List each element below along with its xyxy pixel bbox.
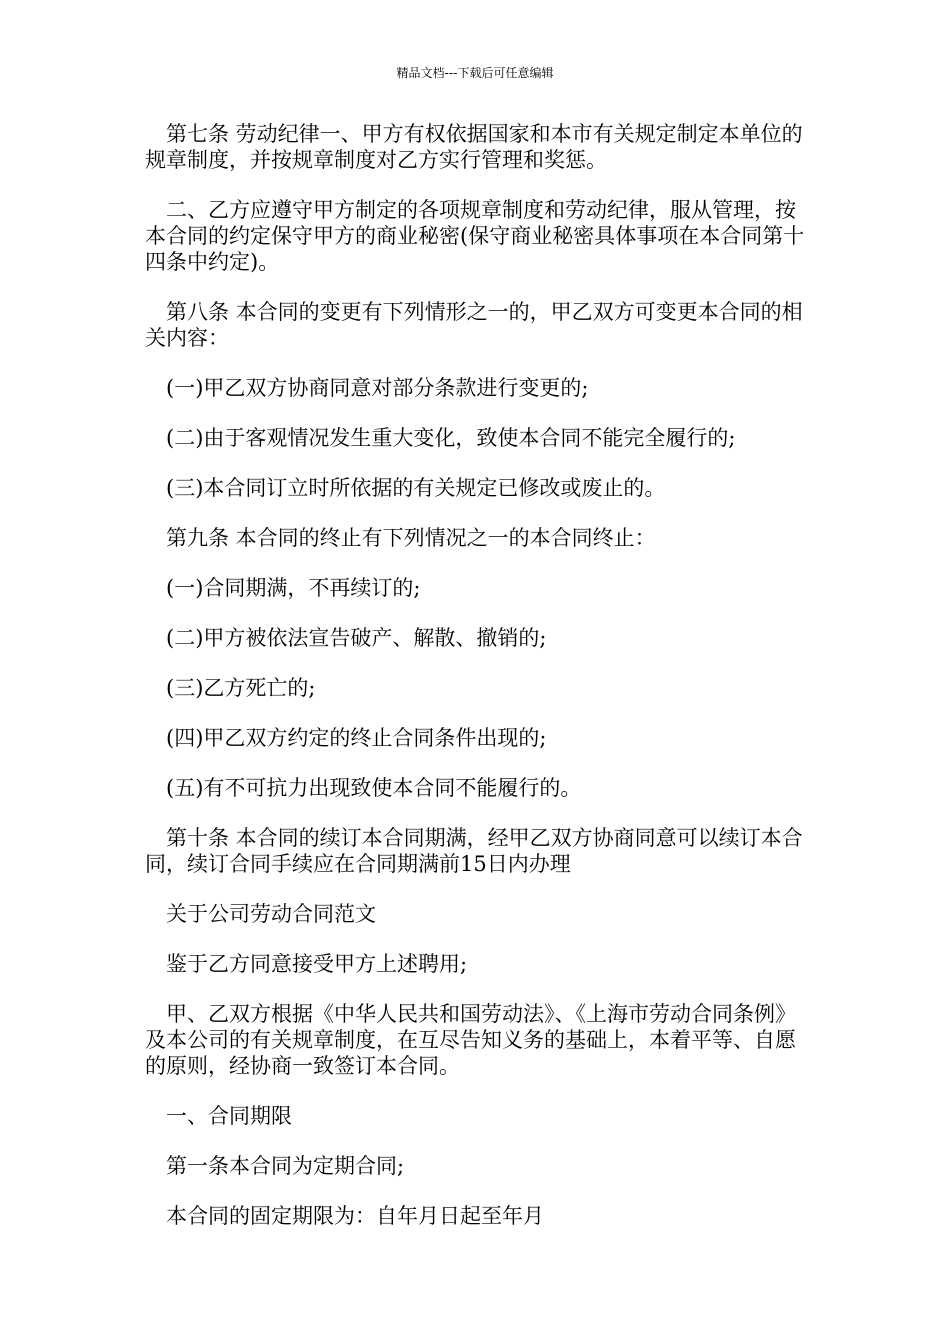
paragraph-article-8-item-2: (二)由于客观情况发生重大变化，致使本合同不能完全履行的; (166, 426, 736, 450)
page-header: 精品文档---下载后可任意编辑 (396, 66, 554, 80)
paragraph-article-8-item-3: (三)本合同订立时所依据的有关规定已修改或废止的。 (166, 476, 666, 500)
paragraph-article-8: 第八条 本合同的变更有下列情形之一的，甲乙双方可变更本合同的相关内容： (145, 300, 803, 350)
paragraph-article-9-item-4: (四)甲乙双方约定的终止合同条件出现的; (166, 726, 547, 750)
paragraph-article-7: 第七条 劳动纪律一、甲方有权依据国家和本市有关规定制定本单位的规章制度，并按规章制度对乙方实行管理和奖惩。 (145, 122, 803, 172)
paragraph-recital: 鉴于乙方同意接受甲方上述聘用; (166, 952, 468, 976)
document-body (145, 121, 810, 1253)
section-title: 关于公司劳动合同范文 (166, 902, 376, 926)
paragraph-article-9: 第九条 本合同的终止有下列情况之一的本合同终止： (166, 526, 656, 550)
paragraph-fixed-term: 本合同的固定期限为：自年月日起至年月 (166, 1204, 544, 1228)
paragraph-article-9-item-1: (一)合同期满，不再续订的; (166, 576, 421, 600)
paragraph-preamble: 甲、乙双方根据《中华人民共和国劳动法》、《上海市劳动合同条例》及本公司的有关规章制度，在互尽告知义务的基础上，本着平等、自愿的原则，经协商一致签订本合同。 (145, 1002, 796, 1078)
paragraph-article-9-item-3: (三)乙方死亡的; (166, 676, 316, 700)
paragraph-article-9-item-5: (五)有不可抗力出现致使本合同不能履行的。 (166, 776, 582, 800)
paragraph-article-1: 第一条本合同为定期合同; (166, 1154, 405, 1178)
section-heading-term: 一、合同期限 (166, 1104, 292, 1128)
paragraph-article-7-item-2: 二、乙方应遵守甲方制定的各项规章制度和劳动纪律，服从管理，按本合同的约定保守甲方的商业秘密(保守商业秘密具体事项在本合同第十四条中约定)。 (145, 198, 805, 274)
paragraph-article-9-item-2: (二)甲方被依法宣告破产、解散、撤销的; (166, 626, 547, 650)
paragraph-article-10: 第十条 本合同的续订本合同期满，经甲乙双方协商同意可以续订本合同，续订合同手续应在合同期满前15日内办理 (145, 826, 803, 876)
paragraph-article-8-item-1: (一)甲乙双方协商同意对部分条款进行变更的; (166, 376, 589, 400)
